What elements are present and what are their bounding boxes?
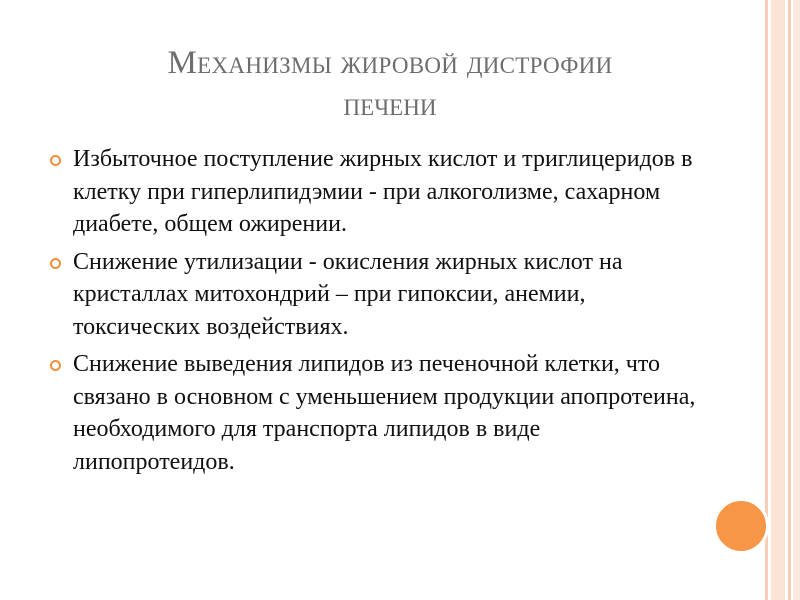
- slide-title: [40, 42, 740, 126]
- list-item: [50, 348, 700, 478]
- list-item: [50, 143, 700, 241]
- circle-bullet-icon: [50, 360, 61, 371]
- bullet-list: [50, 143, 700, 483]
- slide-title-line1: Механизмы жировой дистрофии: [167, 45, 613, 81]
- bullet-text: Избыточное поступление жирных кислот и триглицеридов в клетку при гиперлипидэмии - при алкоголизме, сахарном диабете, общем ожирении.: [73, 146, 693, 237]
- decorative-stripe: [793, 0, 800, 600]
- list-item: [50, 246, 700, 344]
- circle-bullet-icon: [50, 258, 61, 269]
- decorative-stripe: [771, 0, 785, 600]
- bullet-text: Снижение утилизации - окисления жирных кислот на кристаллах митохондрий – при гипоксии, анемии, токсических воздействиях.: [73, 248, 623, 340]
- slide-title-line2: печени: [343, 87, 437, 123]
- decorative-stripe: [765, 0, 768, 600]
- decorative-stripe: [788, 0, 791, 600]
- circle-bullet-icon: [50, 155, 61, 166]
- orange-circle-icon: [713, 498, 769, 554]
- bullet-text: Снижение выведения липидов из печеночной клетки, что связано в основном с уменьшением продукции апопротеина, необходимого для транспорта липидов в виде липопротеидов.: [73, 351, 696, 475]
